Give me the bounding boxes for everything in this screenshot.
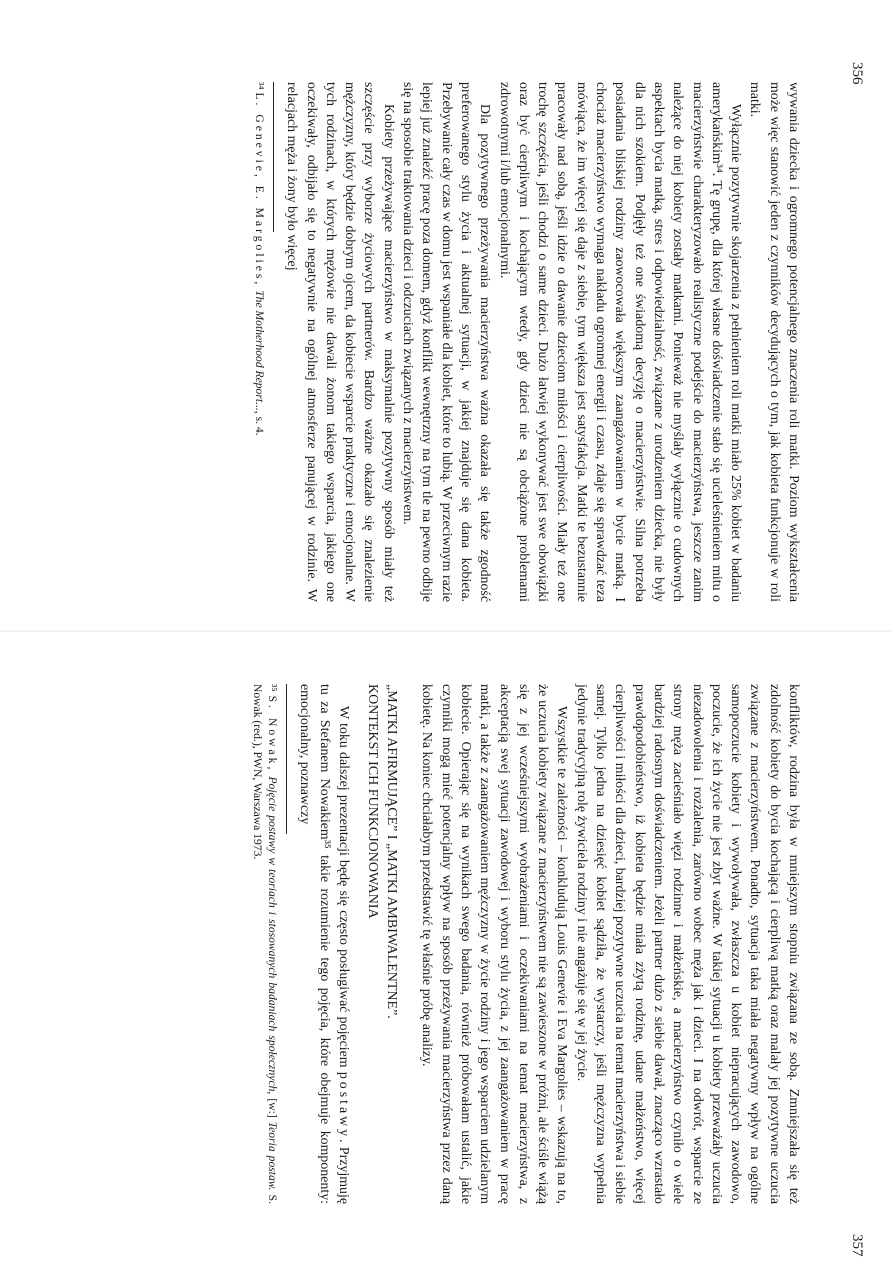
page-number: 356: [849, 62, 865, 85]
footnote-35: [249, 684, 280, 1204]
paragraph-text: W toku dalszej prezentacji będę się często posługiwać pojęciem: [336, 706, 352, 1072]
paragraph: konfliktów, rodzina była w mniejszym stopniu związana ze sobą. Zmniejszała się też zdolność kobiety do bycia kochającą i cierpliwą matką oraz malały jej pozytywne uczucia związane z macierzyństwem. Ponadto, sytuacja taka miała negatywny wpływ na ogólne samopoczucie kobiety i wywoływała, zwłaszcza u kobiet niepracujących zawodowo, poczucie, że ich życie nie jest zbyt ważne. W takiej sytuacji u kobiety przeważały uczucia niezadowolenia i rozżalenia, zarówno wobec męża jak i dzieci. I na odwrót, wsparcie ze strony męża zacieśniało więzi rodzinne i małżeńskie, a macierzyństwo czyniło o wiele bardziej radosnym doświadczeniem. Jeżeli partner dużo z siebie dawał, znacząco wzrastało prawdopodobieństwo, iż kobieta będzie miała zżytą rodzinę, udane małżeństwo, więcej cierpliwości i miłości dla dzieci, bardziej pozytywne uczucia na temat macierzyństwa i siebie samej. Tylko jedna na dziesięć kobiet sądziła, że wystarczy, jeśli mężczyzna wypełnia jedynie tradycyjną rolę żywiciela rodziny i nie angażuje się w jej życie.: [573, 684, 801, 1204]
section-heading: [363, 684, 401, 1204]
footnote-rule: [273, 82, 274, 232]
footnote-34: [251, 82, 267, 602]
footnote-title: The Motherhood Report...: [252, 290, 266, 411]
footnote-marker: ³⁵: [266, 684, 280, 692]
paragraph: Kobiety przeżywające macierzyństwo w maksymalnie pozytywny sposób miały też szczęście przy wyborze życiowych partnerów. Bardzo ważne okazało się znalezienie mężczyzny, który będzie dobrym ojcem, da kobiecie wsparcie praktyczne i emocjonalne. W tych rodzinach, w których mężowie nie dawali żonom takiego wsparcia, jakiego one oczekiwały, odbijało się to negatywnie na ogólnej atmosferze panującej w rodzinie. W relacjach męża i żony było więcej: [284, 82, 396, 602]
left-text-column: [251, 82, 803, 602]
paragraph: Wyłącznie pozytywnie skojarzenia z pełnieniem roli matki miało 25% kobiet w badaniu amerykańskim³⁴. Tę grupę, dla której własne doświadczenie stało się ucieleśnieniem mitu o macierzyństwie charakteryzowało realistyczne podejście do macierzyństwa, jeszcze zanim należące do niej kobiety zostały matkami. Ponieważ nie myślały wyłącznie o cudownych aspektach bycia matką, stres i odpowiedzialność, związane z urodzeniem dziecka, nie były dla nich szokiem. Podjęły też one świadomą decyzję o macierzyństwie. Silna potrzeba posiadania bliskiej rodziny zaowocowała większym zaangażowaniem w bycie matką. I chociaż macierzyństwo wymaga nakładu ogromnej energii i czasu, zdaje się sprawdzać teza mówiąca, że im więcej się daje z siebie, tym większa jest satysfakcja. Matki te bezustannie pracowały nad sobą, jeśli idzie o dawanie dzieciom miłości i cierpliwości. Miały też one trochę szczęścia, jeśli chodzi o same dzieci. Dużo łatwiej wykonywać jest swe obowiązki oraz być cierpliwym i kochającym wtedy, gdy dzieci nie są obciążone problemami zdrowotnymi i/lub emocjonalnymi.: [496, 82, 744, 602]
footnote-title: Teoria postaw.: [266, 1121, 280, 1191]
footnote-rest: [w:]: [266, 1094, 280, 1122]
paragraph: Wszystkie te zależności – konkludują Louis Genevie i Eva Margolies – wskazują na to, że uczucia kobiety związane z macierzyństwem nie są zawieszone w próżni, ale ściśle wiążą się z jej wcześniejszymi wyobrażeniami i oczekiwaniami na temat macierzyństwa, z akceptacją swej sytuacji zawodowej i wyboru stylu życia, z jej zaangażowaniem w pracę matki, a także z zaangażowaniem mężczyzny w życie rodziny i jego wsparciem udzielanym kobiecie. Opierając się na wynikach swego badania, również próbowałam ustalić, jakie czynniki mogą mieć potencjalny wpływ na sposób przeżywania macierzyństwa przez daną kobietę. Na koniec chciałabym przedstawić tę właśnie próbę analizy.: [419, 684, 570, 1204]
footnote-rest: , s. 4.: [252, 410, 266, 436]
footnote-marker: ³⁴: [252, 82, 266, 90]
right-text-column: [249, 684, 803, 1204]
section-heading-line: KONTEKST ICH FUNKCJONOWANIA: [365, 684, 381, 919]
paragraph: [295, 684, 353, 1204]
page-number: 357: [849, 1234, 865, 1257]
paragraph-text: . Przyjmuję tu za Stefanem Nowakiem³⁵ takie rozumienie tego pojęcia, które obejmuje komponenty: emocjonalny, poznawczy: [297, 684, 352, 1204]
paragraph: wywania dziecka i ogromnego potencjalnego znaczenia roli matki. Poziom wykształcenia może więc stanowić jeden z czynników decydujących o tym, jak kobieta funkcjonuje w roli matki.: [747, 82, 801, 602]
spaced-term: postawy: [336, 1071, 352, 1140]
section-heading-line: „MATKI AFIRMUJĄCE” I „MATKI AMBIWALENTNE”.: [384, 684, 400, 1019]
footnote-author: L. Genevie, E. Margolies,: [252, 92, 266, 288]
footnote-title: Pojęcie postawy w teoriach i stosowanych badaniach społecznych,: [266, 776, 280, 1095]
footnote-rule: [286, 684, 287, 834]
paragraph: Dla pozytywnego przeżywania macierzyństwa ważna okazała się także zgodność preferowanego stylu życia i aktualnej sytuacji, w jakiej znajduje się dana kobieta. Przebywanie cały czas w domu jest wspaniałe dla kobiet, które to lubią. W przeciwnym razie lepiej już znaleźć pracę poza domem, gdyż konflikt wewnętrzny na tym tle na pewno odbije się na sposobie traktowania dzieci i odczuciach związanych z macierzyństwem.: [400, 82, 493, 602]
right-page: [0, 632, 893, 1263]
footnote-rest: S. Nowak (red.), PWN, Warszawa 1973.: [250, 684, 280, 1204]
left-page: [0, 0, 893, 631]
footnote-author: S. Nowak,: [266, 695, 280, 773]
